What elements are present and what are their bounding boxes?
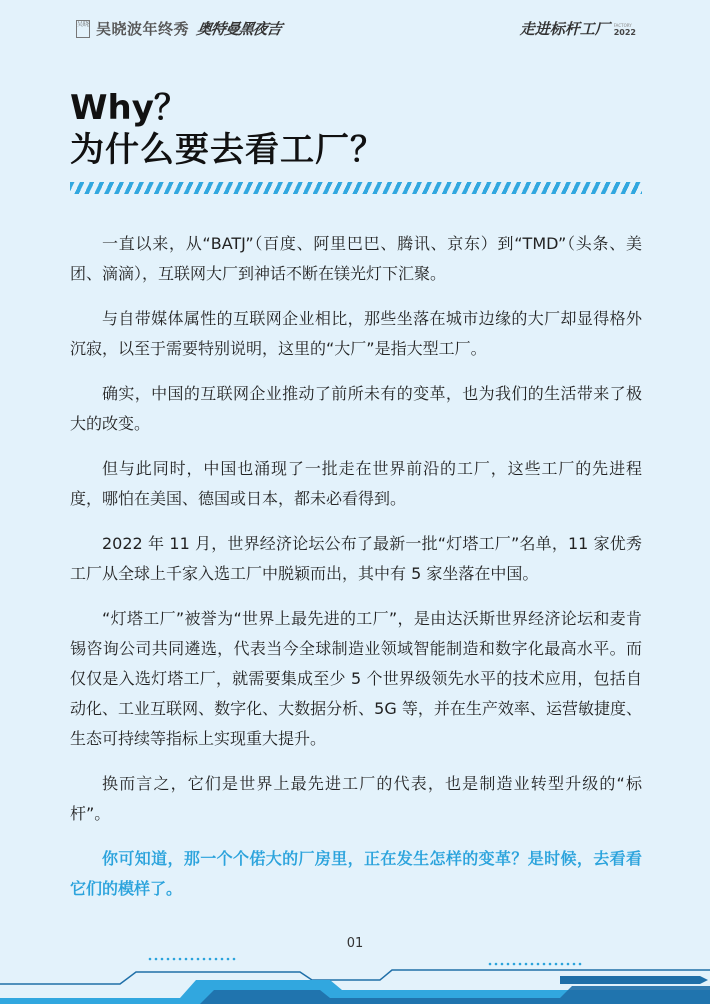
paragraph: 与自带媒体属性的互联网企业相比，那些坐落在城市边缘的大厂却显得格外沉寂，以至于需要特别说明，这里的“大厂”是指大型工厂。 <box>70 309 642 358</box>
highlight-paragraph: 你可知道，那一个个偌大的厂房里，正在发生怎样的变革？是时候，去看看它们的模样了。 <box>70 849 642 898</box>
footer-arrow-right <box>560 976 708 984</box>
paragraph: 确实，中国的互联网企业推动了前所未有的变革，也为我们的生活带来了极大的改变。 <box>70 384 642 433</box>
series-title: 走进标杆工厂 <box>519 20 610 38</box>
series-subtitle: FACTORY <box>613 22 632 28</box>
paragraph: 但与此同时，中国也涌现了一批走在世界前沿的工厂，这些工厂的先进程度，哪怕在美国、德国或日本，都未必看得到。 <box>70 459 642 508</box>
footer-decoration <box>0 950 710 1004</box>
show-brand <box>76 18 281 39</box>
footer-dots-left <box>149 958 236 961</box>
paragraph: 换而言之，它们是世界上最先进工厂的代表，也是制造业转型升级的“标杆”。 <box>70 774 642 823</box>
heading-english: Why？ <box>70 88 188 128</box>
paragraph: 一直以来，从“BATJ”（百度、阿里巴巴、腾讯、京东）到“TMD”（头条、美团、滴滴），互联网大厂到神话不断在镁光灯下汇聚。 <box>70 234 642 283</box>
series-brand <box>520 18 636 39</box>
article-body <box>70 229 642 919</box>
page-heading <box>70 88 385 172</box>
page-number: 01 <box>346 936 364 951</box>
footer-dots-right <box>489 963 582 966</box>
series-year: 2022 <box>613 27 636 37</box>
heading-chinese: 为什么要去看工厂？ <box>70 130 385 170</box>
heading-divider <box>70 182 642 194</box>
top-header <box>0 0 710 62</box>
paragraph: “灯塔工厂”被誉为“世界上最先进的工厂”，是由达沃斯世界经济论坛和麦肯锡咨询公司共同遴选，代表当今全球制造业领域智能制造和数字化最高水平。而仅仅是入选灯塔工厂，就需要集成至少 5 个世界级领先水平的技术应用，包括自动化、工业互联网、数字化、大数据分析、5G 等，并在生产效率、运营敏捷度、生态可持续等指标上实现重大提升。 <box>70 609 642 748</box>
show-title: 吴晓波年终秀 <box>96 20 190 38</box>
paragraph: 2022 年 11 月，世界经济论坛公布了最新一批“灯塔工厂”名单，11 家优秀工厂从全球上千家入选工厂中脱颖而出，其中有 5 家坐落在中国。 <box>70 534 642 583</box>
series-meta <box>614 22 636 36</box>
show-slogan: 奥特曼黑夜吉 <box>195 20 283 38</box>
show-logo: 吴晓 <box>76 20 90 38</box>
